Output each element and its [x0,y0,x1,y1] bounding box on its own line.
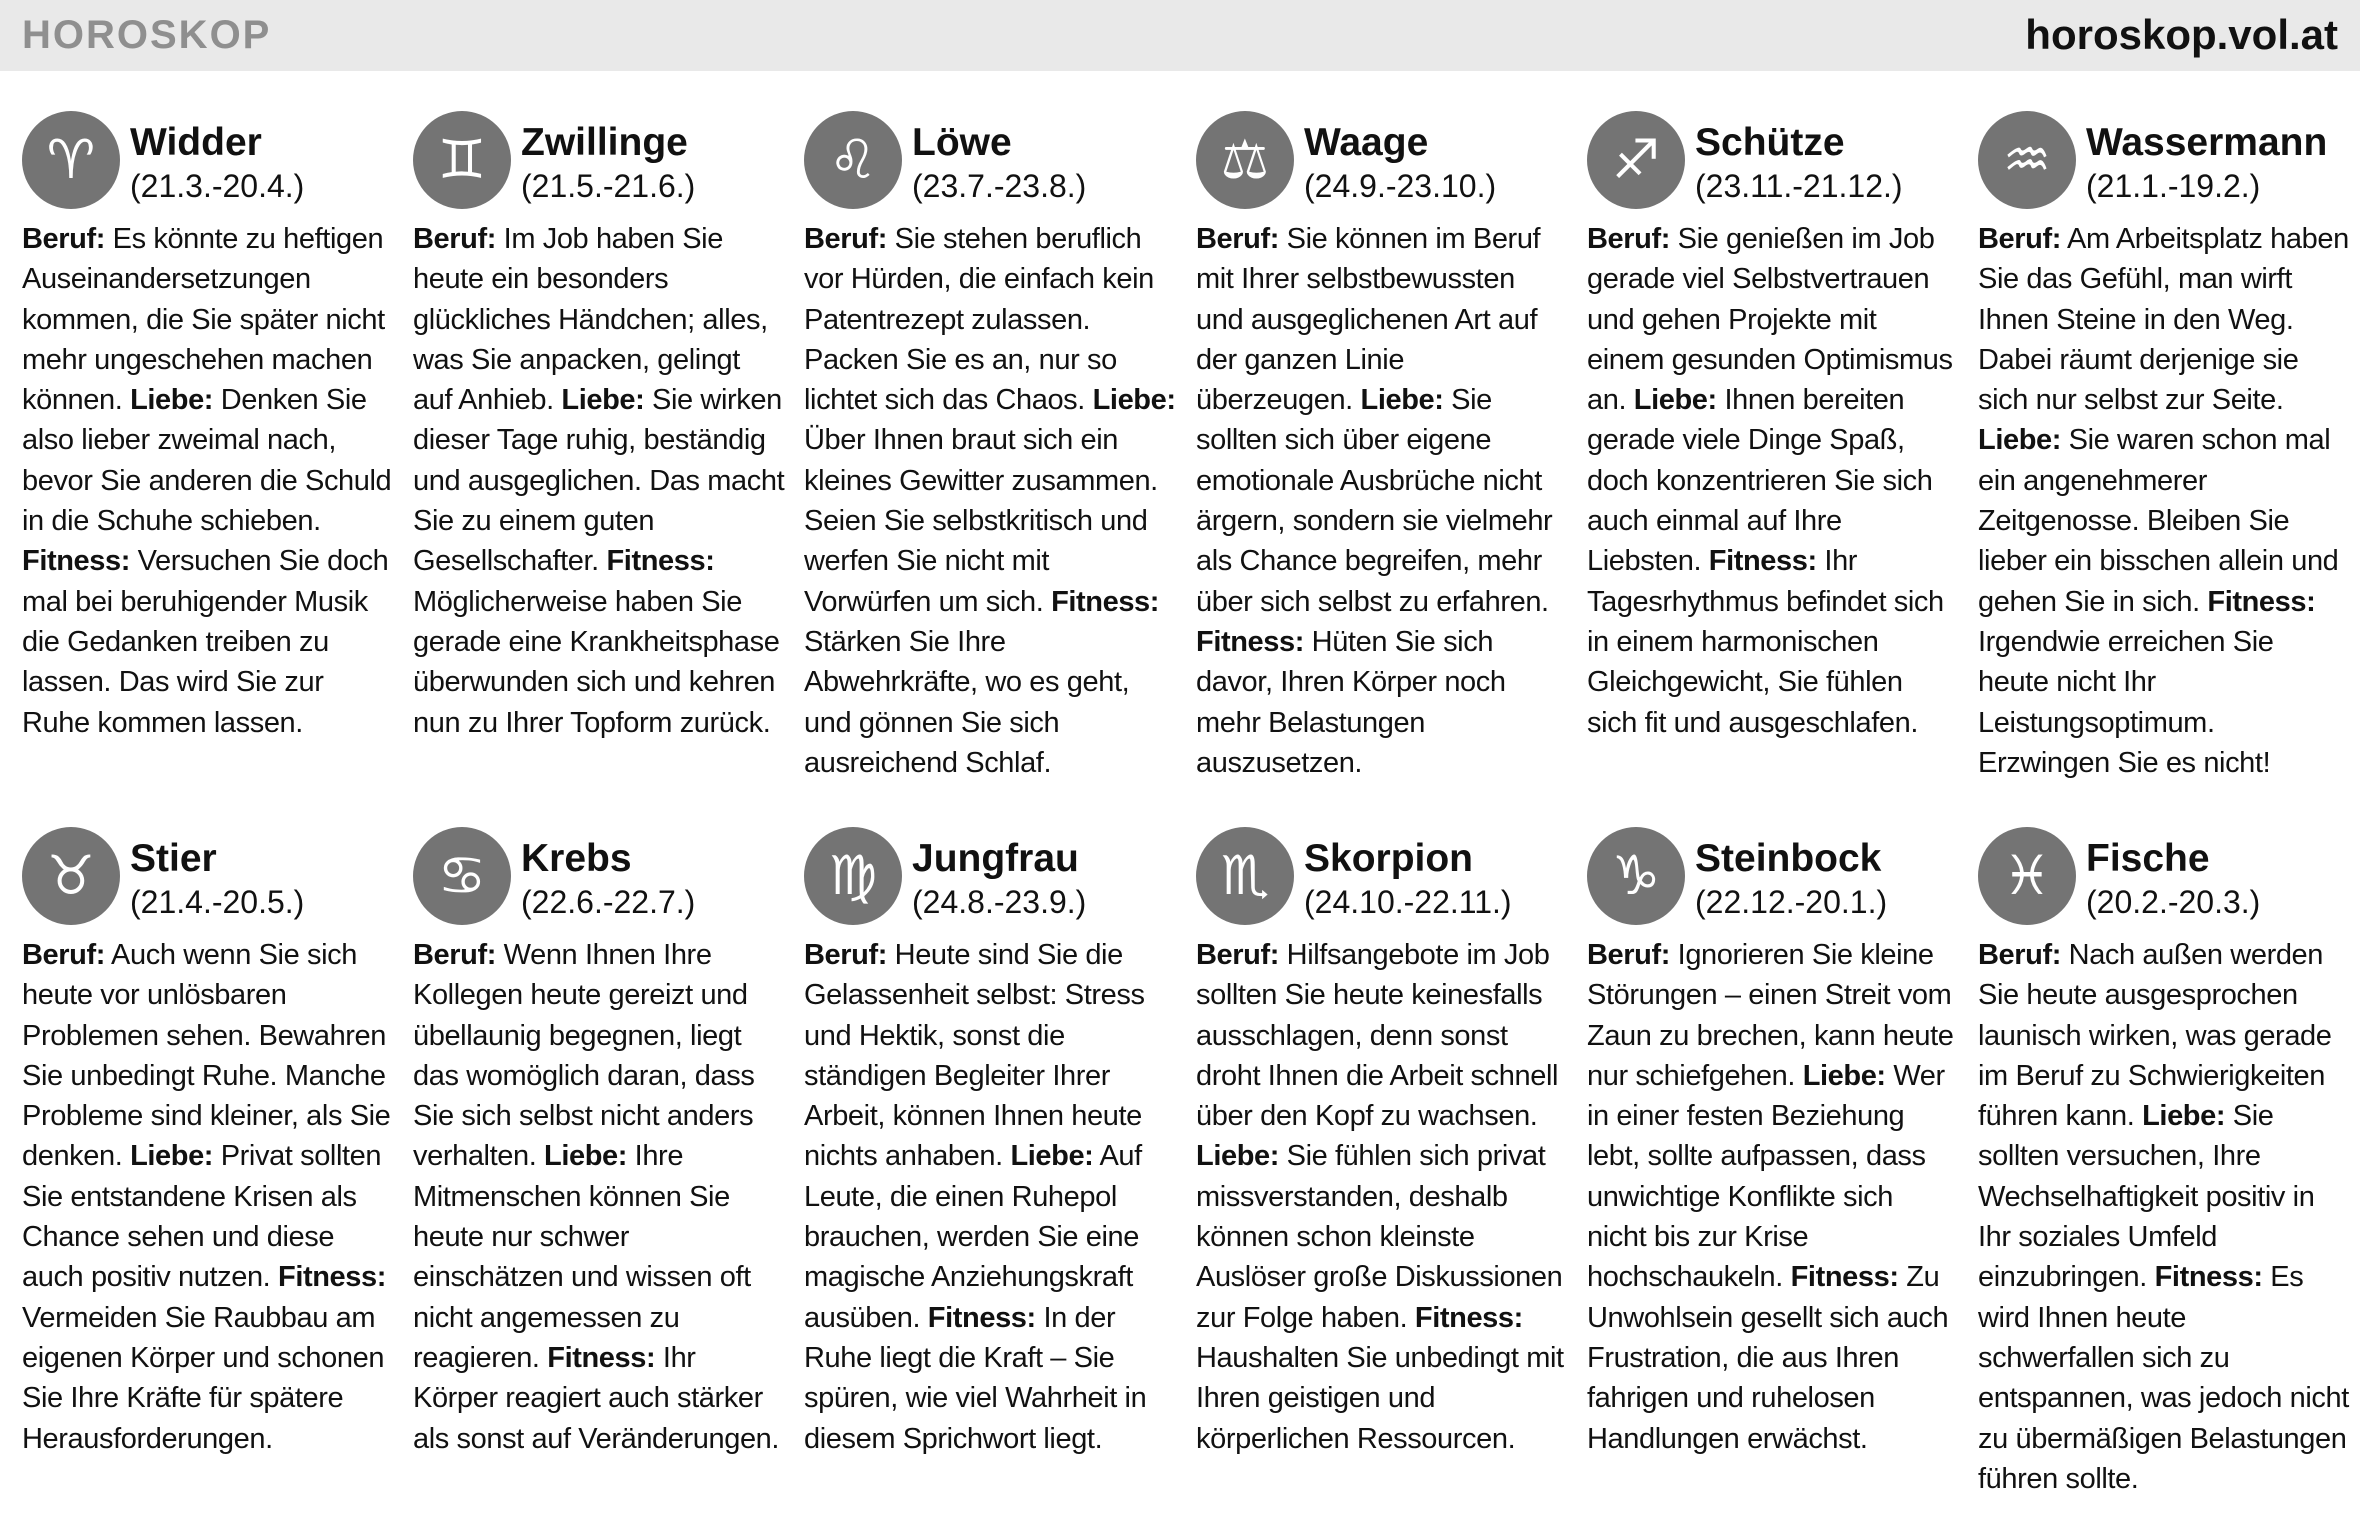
sign-description [413,935,785,1459]
goat-icon: ♑ [1587,827,1685,925]
category-label: Beruf: [1978,939,2061,971]
category-text: Stärken Sie Ihre Abwehrkräfte, wo es geht, und gönnen Sie sich ausreichend Schlaf. [804,625,1130,779]
category-label: Liebe: [2142,1100,2226,1133]
sign-description [413,219,785,743]
sign-header [804,111,1176,215]
category-label: Liebe: [1633,384,1717,417]
sign-4 [1587,111,1959,743]
category-text: Sie wirken dieser Tage ruhig, beständig und ausgeglichen. Das macht Sie zu einem guten Gesellschafter. [413,384,785,578]
category-label: Liebe: [1360,384,1444,417]
category-label: Liebe: [1092,384,1176,417]
category-text: Heute sind Sie die Gelassenheit selbst: Stress und Hektik, sonst die ständigen Begleiter Ihrer Arbeit, können Ihnen heute nichts anhaben. [804,939,1145,1173]
sign-1 [413,111,785,743]
category-label: Beruf: [413,223,496,255]
sign-description [22,219,394,743]
category-label: Beruf: [804,223,887,255]
sign-dates: (24.8.-23.9.) [912,884,1087,920]
category-text: Über Ihnen braut sich ein kleines Gewitter zusammen. Seien Sie selbstkritisch und werfen Sie nicht mit Vorwürfen um sich. [804,424,1158,618]
bull-icon: ♉ [22,827,120,925]
sign-header [413,111,785,215]
sign-header [1196,111,1568,215]
sign-7 [413,827,785,1459]
category-label: Beruf: [1587,939,1670,971]
sign-header [413,827,785,931]
category-text: Sie sollten sich über eigene emotionale Ausbrüche nicht ärgern, sondern sie vielmehr als Chance begreifen, mehr über sich selbst zu erfahren. [1196,384,1553,618]
category-label: Beruf: [22,939,105,971]
sign-dates: (23.7.-23.8.) [912,168,1087,204]
category-label: Fitness: [1708,545,1817,578]
sign-dates: (21.4.-20.5.) [130,884,305,920]
category-text: Im Job haben Sie heute ein besonders glückliches Händchen; alles, was Sie anpacken, gelingt auf Anhieb. [413,223,768,417]
website-url[interactable]: horoskop.vol.at [2025,11,2338,58]
category-label: Fitness: [22,545,130,578]
category-text: Nach außen werden Sie heute ausgesprochen launisch wirken, was gerade im Beruf zu Schwierigkeiten führen kann. [1978,939,2332,1133]
sign-description [1978,219,2350,783]
sign-name: Fische [2086,837,2210,880]
category-label: Beruf: [1978,223,2061,255]
category-label: Fitness: [1414,1301,1523,1334]
category-label: Liebe: [1010,1140,1094,1173]
sign-name: Wassermann [2086,121,2328,164]
sign-name: Steinbock [1695,837,1882,880]
sign-header [1196,827,1568,931]
sign-name: Skorpion [1304,837,1474,880]
sign-description [1587,935,1959,1459]
horoscope-grid [0,71,2360,1531]
sign-dates: (21.1.-19.2.) [2086,168,2261,204]
sign-dates: (21.3.-20.4.) [130,168,305,204]
category-text: Versuchen Sie doch mal bei beruhigender Musik die Gedanken treiben zu lassen. Das wird Sie zur Ruhe kommen lassen. [22,545,389,739]
sign-description [1196,935,1568,1459]
category-text: Wenn Ihnen Ihre Kollegen heute gereizt und übellaunig begegnen, liegt das womöglich daran, dass Sie sich selbst nicht anders verhalten. [413,939,755,1173]
category-text: Wer in einer festen Beziehung lebt, sollte aufpassen, dass unwichtige Konflikte sich nicht bis zur Krise hochschaukeln. [1587,1059,1945,1294]
category-label: Fitness: [1196,625,1304,658]
sign-header [804,827,1176,931]
fish-icon: ♓ [1978,827,2076,925]
category-text: Vermeiden Sie Raubbau am eigenen Körper und schonen Sie Ihre Kräfte für spätere Herausforderungen. [22,1301,385,1455]
category-label: Beruf: [1196,223,1279,255]
sign-description [804,935,1176,1459]
sign-description [804,219,1176,783]
sign-header [1587,111,1959,215]
category-label: Fitness: [927,1301,1036,1334]
category-text: Hilfsangebote im Job sollten Sie heute keinesfalls ausschlagen, denn sonst droht Ihnen die Arbeit schnell über den Kopf zu wachsen. [1196,939,1559,1133]
scorpion-icon: ♏ [1196,827,1294,925]
page-header [0,0,2360,71]
sign-3 [1196,111,1568,783]
crab-icon: ♋ [413,827,511,925]
category-text: Privat sollten Sie entstandene Krisen als Chance sehen und diese auch positiv nutzen. [22,1140,382,1294]
sign-description [1196,219,1568,783]
category-label: Liebe: [1196,1140,1279,1173]
category-label: Fitness: [606,545,715,578]
category-label: Liebe: [1802,1059,1886,1092]
sign-name: Löwe [912,121,1012,164]
sign-name: Widder [130,121,262,164]
sign-description [22,935,394,1459]
category-label: Liebe: [1978,424,2061,457]
sign-6 [22,827,394,1459]
category-text: In der Ruhe liegt die Kraft – Sie spüren, wie viel Wahrheit in diesem Sprichwort liegt. [804,1301,1147,1455]
section-title: HOROSKOP [22,13,272,57]
sign-header [1978,111,2350,215]
category-label: Beruf: [1587,223,1670,255]
category-label: Beruf: [413,939,496,971]
sign-dates: (20.2.-20.3.) [2086,884,2261,920]
category-label: Beruf: [804,939,887,971]
sign-11 [1978,827,2350,1499]
category-label: Beruf: [22,223,105,255]
sign-name: Schütze [1695,121,1845,164]
sign-description [1587,219,1959,743]
sign-5 [1978,111,2350,783]
category-text: Zu Unwohlsein gesellt sich auch Frustration, die aus Ihren fahrigen und ruhelosen Handlungen erwächst. [1587,1261,1949,1455]
sign-description [1978,935,2350,1499]
category-text: Ihnen bereiten gerade viele Dinge Spaß, doch konzentrieren Sie sich auch einmal auf Ihre Liebsten. [1587,384,1933,578]
category-text: Auch wenn Sie sich heute vor unlösbaren Problemen sehen. Bewahren Sie unbedingt Ruhe. Manche Probleme sind kleiner, als Sie denken. [22,939,391,1173]
category-text: Es wird Ihnen heute schwerfallen sich zu entspannen, was jedoch nicht zu übermäßigen Belastungen führen sollte. [1978,1261,2349,1495]
water-bearer-icon: ♒ [1978,111,2076,209]
sign-dates: (24.9.-23.10.) [1304,168,1497,204]
category-text: Ignorieren Sie kleine Störungen – einen Streit vom Zaun zu brechen, kann heute nur schiefgehen. [1587,939,1954,1092]
category-text: Ihr Körper reagiert auch stärker als sonst auf Veränderungen. [413,1341,780,1455]
category-text: Sie stehen beruflich vor Hürden, die einfach kein Patentrezept zulassen. Packen Sie es an, nur so lichtet sich das Chaos. [804,223,1154,417]
category-text: Sie sollten versuchen, Ihre Wechselhaftigkeit positiv in Ihr soziales Umfeld einzubringen. [1978,1100,2315,1294]
scales-icon: ⚖ [1196,111,1294,209]
sign-8 [804,827,1176,1459]
sign-header [1978,827,2350,931]
category-text: Hüten Sie sich davor, Ihren Körper noch mehr Belastungen auszusetzen. [1196,625,1506,779]
sign-dates: (24.10.-22.11.) [1304,884,1512,920]
category-label: Beruf: [1196,939,1279,971]
sign-name: Krebs [521,837,632,880]
sign-dates: (22.12.-20.1.) [1695,884,1888,920]
category-text: Haushalten Sie unbedingt mit Ihren geistigen und körperlichen Ressourcen. [1196,1341,1564,1455]
category-label: Liebe: [561,384,645,417]
category-text: Sie fühlen sich privat missverstanden, deshalb können schon kleinste Auslöser große Diskussionen zur Folge haben. [1196,1140,1563,1334]
sign-10 [1587,827,1959,1459]
category-label: Liebe: [130,384,214,417]
sign-dates: (22.6.-22.7.) [521,884,696,920]
category-label: Fitness: [547,1341,656,1374]
category-text: Sie waren schon mal ein angenehmerer Zeitgenosse. Bleiben Sie lieber ein bisschen allein und gehen Sie in sich. [1978,424,2339,618]
lion-icon: ♌ [804,111,902,209]
archer-icon: ♐ [1587,111,1685,209]
category-text: Möglicherweise haben Sie gerade eine Krankheitsphase überwunden sich und kehren nun zu Ihrer Topform zurück. [413,585,780,739]
category-text: Ihr Tagesrhythmus befindet sich in einem harmonischen Gleichgewicht, Sie fühlen sich fit und ausgeschlafen. [1587,545,1944,739]
category-label: Fitness: [2154,1261,2263,1294]
sign-name: Stier [130,837,217,880]
sign-name: Zwillinge [521,121,688,164]
category-text: Am Arbeitsplatz haben Sie das Gefühl, man wirft Ihnen Steine in den Weg. Dabei räumt derjenige sie sich nur selbst zur Seite. [1978,223,2349,417]
sign-dates: (23.11.-21.12.) [1695,168,1903,204]
sign-name: Waage [1304,121,1429,164]
category-label: Fitness: [278,1261,386,1294]
virgin-icon: ♍ [804,827,902,925]
category-text: Denken Sie also lieber zweimal nach, bevor Sie anderen die Schuld in die Schuhe schieben. [22,384,392,538]
sign-header [1587,827,1959,931]
sign-9 [1196,827,1568,1459]
category-text: Irgendwie erreichen Sie heute nicht Ihr Leistungsoptimum. Erzwingen Sie es nicht! [1978,625,2274,779]
category-text: Sie genießen im Job gerade viel Selbstvertrauen und gehen Projekte mit einem gesunden Optimismus an. [1587,223,1953,417]
sign-2 [804,111,1176,783]
category-label: Fitness: [2207,585,2316,618]
category-text: Ihre Mitmenschen können Sie heute nur schwer einschätzen und wissen oft nicht angemessen zu reagieren. [413,1140,751,1374]
category-label: Liebe: [544,1140,628,1173]
category-label: Fitness: [1051,585,1160,618]
sign-0 [22,111,394,743]
twins-icon: ♊ [413,111,511,209]
sign-name: Jungfrau [912,837,1079,880]
sign-dates: (21.5.-21.6.) [521,168,696,204]
sign-header [22,827,394,931]
sign-header [22,111,394,215]
category-text: Sie können im Beruf mit Ihrer selbstbewussten und ausgeglichenen Art auf der ganzen Linie überzeugen. [1196,223,1541,417]
category-label: Liebe: [130,1140,214,1173]
category-label: Fitness: [1790,1261,1899,1294]
category-text: Es könnte zu heftigen Auseinandersetzungen kommen, die Sie später nicht mehr ungeschehen machen können. [22,223,385,417]
category-text: Auf Leute, die einen Ruhepol brauchen, werden Sie eine magische Anziehungskraft ausüben. [804,1140,1142,1334]
ram-icon: ♈ [22,111,120,209]
